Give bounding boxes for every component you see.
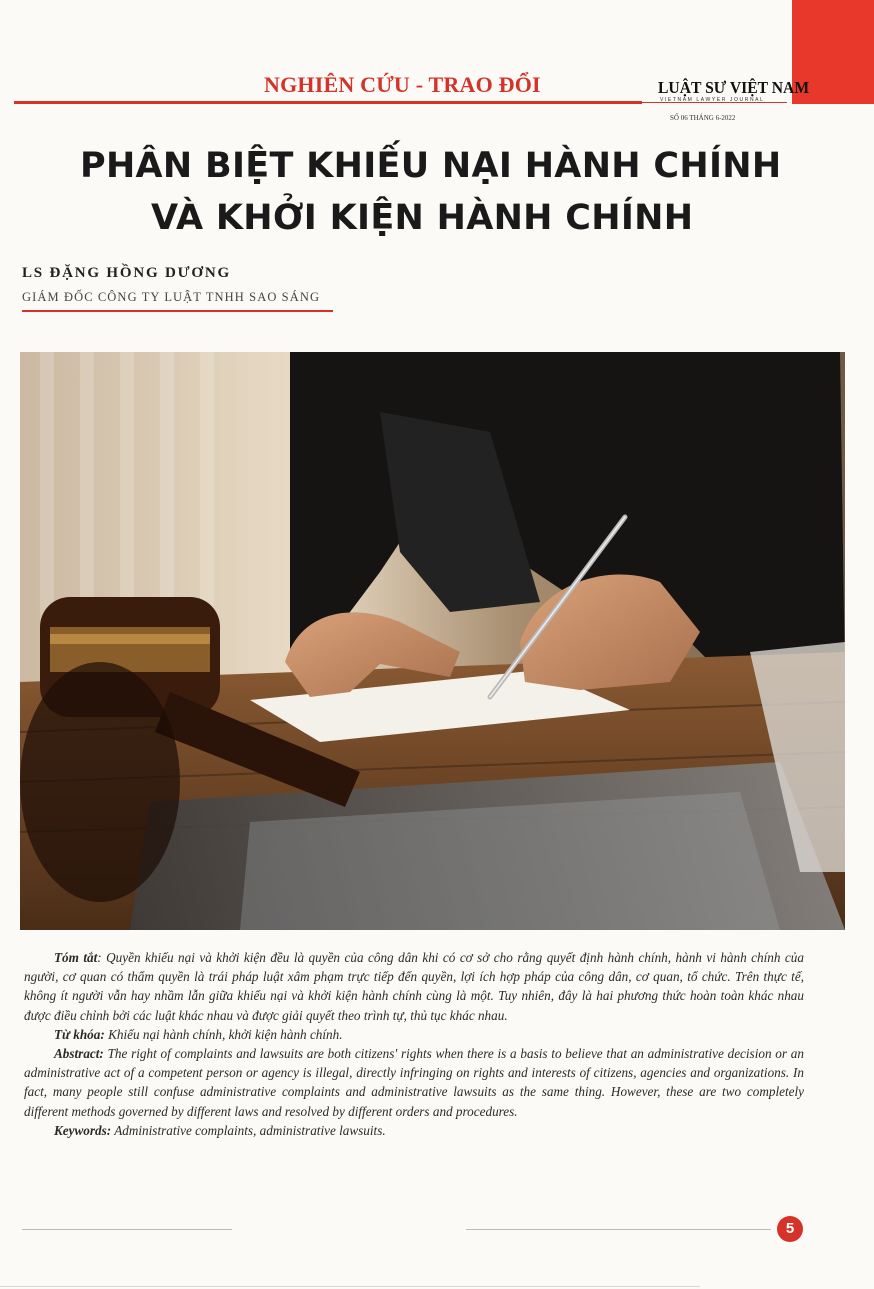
- title-line-1: PHÂN BIỆT KHIẾU NẠI HÀNH CHÍNH: [80, 146, 782, 186]
- abstract-label: Abstract:: [54, 1046, 104, 1062]
- keywords-label: Keywords:: [54, 1122, 112, 1138]
- tukhoa-text: Khiếu nại hành chính, khởi kiện hành chính.: [104, 1026, 343, 1042]
- abstract-paragraph: [24, 1044, 804, 1121]
- header-divider: [14, 101, 642, 104]
- abstract-text: The right of complaints and lawsuits are both citizens' rights when there is a basis to believe that an administrative decision or an administrative act of a competent person or agency is illegal, directly infringing on rights and interests of citizens, agencies and organizations. In fact, many people still confuse administrative complaints and administrative lawsuits as the same thing. However, these are two completely different methods governed by different laws and resolved by different orders and procedures.: [24, 1046, 804, 1119]
- article-photo: [20, 352, 845, 930]
- keywords-paragraph: [24, 1121, 804, 1140]
- lawyer-signing-illustration: [20, 352, 845, 930]
- issue-info: SỐ 06 THÁNG 6-2022: [670, 114, 736, 122]
- tomtat-label: Tóm tắt: [54, 950, 98, 965]
- tomtat-paragraph: [24, 948, 804, 1025]
- page-number-badge: 5: [777, 1216, 803, 1242]
- author-name: LS ĐẶNG HỒNG DƯƠNG: [22, 265, 231, 281]
- tomtat-text: : Quyền khiếu nại và khởi kiện đều là quyền của công dân khi có cơ sở cho rằng quyết định hành chính, hành vi hành chính của người, cơ quan có thẩm quyền là trái pháp luật xâm phạm trực tiếp đến quyền, lợi ích hợp pháp của công dân, cơ quan, tổ chức. Trên thực tế, không ít người vẫn hay nhầm lẫn giữa khiếu nại và khởi kiện hành chính cùng là một. Tuy nhiên, đây là hai phương thức hoàn toàn khác nhau được điều chỉnh bởi các luật khác nhau và được giải quyết theo trình tự, thủ tục khác nhau.: [24, 950, 804, 1023]
- footer-divider-left: [22, 1229, 232, 1230]
- footer-divider-right: [466, 1229, 771, 1230]
- magazine-name: LUẬT SƯ VIỆT NAM: [658, 78, 810, 97]
- keywords-text: Administrative complaints, administrative lawsuits.: [111, 1122, 386, 1138]
- section-label: NGHIÊN CỨU - TRAO ĐỔI: [264, 72, 541, 97]
- page-bottom-edge: [0, 1286, 700, 1287]
- tukhoa-label: Từ khóa:: [54, 1026, 105, 1042]
- article-title: [80, 140, 782, 244]
- abstract-section: [24, 948, 804, 1140]
- tukhoa-paragraph: [24, 1025, 804, 1044]
- author-divider: [22, 310, 333, 312]
- magazine-subtitle: VIETNAM LAWYER JOURNAL: [660, 97, 765, 103]
- title-line-2: VÀ KHỞI KIỆN HÀNH CHÍNH: [151, 198, 694, 238]
- author-affiliation: GIÁM ĐỐC CÔNG TY LUẬT TNHH SAO SÁNG: [22, 290, 321, 304]
